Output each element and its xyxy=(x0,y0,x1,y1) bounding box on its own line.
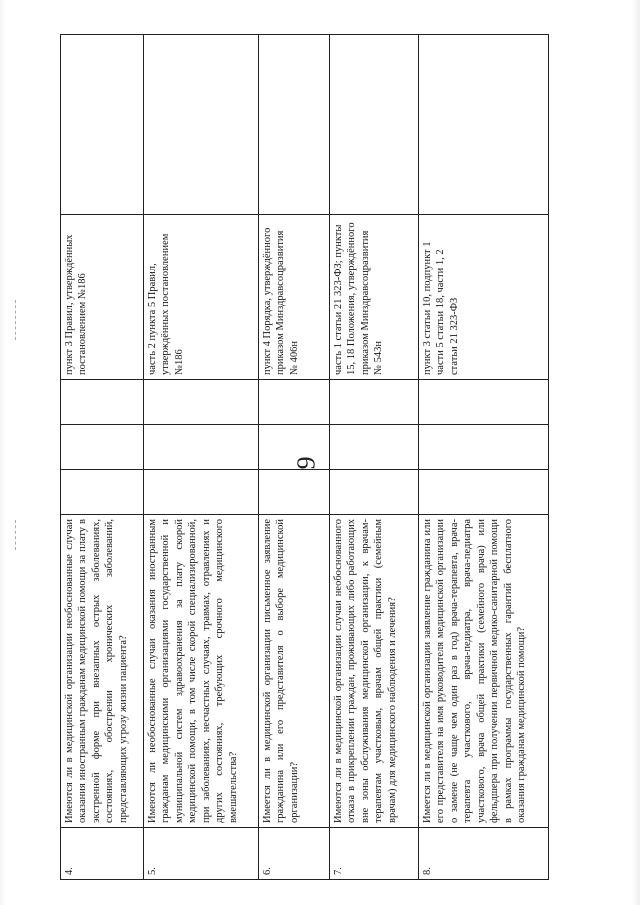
row-number: 8. xyxy=(419,828,549,880)
reference-cell: часть 1 статьи 21 323-ФЗ; пункты 15, 18 Положения, утверждённого приказом Минздравсоцразвития № 543н xyxy=(330,215,419,380)
scan-artifact xyxy=(15,300,17,340)
answer-na-cell xyxy=(259,380,330,425)
answer-na-cell xyxy=(330,380,419,425)
reference-cell: пункт 3 Правил, утверждённых постановлением №186 xyxy=(61,215,144,380)
checklist-table-rotated xyxy=(60,35,615,880)
table-row xyxy=(330,35,419,880)
reference-cell: часть 2 пункта 5 Правил, утверждённых постановлением №186 xyxy=(144,215,259,380)
answer-yes-cell xyxy=(259,470,330,515)
answer-no-cell xyxy=(61,425,144,470)
notes-cell xyxy=(259,35,330,215)
page-number: 9 xyxy=(291,455,321,470)
table-row xyxy=(144,35,259,880)
answer-no-cell xyxy=(330,425,419,470)
reference-cell: пункт 3 статьи 10, подпункт 1 части 5 статьи 18, части 1, 2 статьи 21 323-ФЗ xyxy=(419,215,549,380)
question-cell: Имеется ли в медицинской организации заявление гражданина или его представителя на имя руководителя медицинской организации о замене (не чаще чем один раз в год) врача-терапевта, врача-терапевта участкового, врача-педиатра, врача-педиатра участкового, врача общей практики (семейного врача) или фельдшера при получении первичной медико-санитарной помощи в рамках программы государственных гарантий бесплатного оказания гражданам медицинской помощи? xyxy=(419,515,549,828)
answer-yes-cell xyxy=(330,470,419,515)
row-number: 7. xyxy=(330,828,419,880)
reference-cell: пункт 4 Порядка, утверждённого приказом Минздравсоцразвития № 406н xyxy=(259,215,330,380)
table-row xyxy=(259,35,330,880)
answer-yes-cell xyxy=(144,470,259,515)
question-cell: Имеются ли в медицинской организации необоснованные случаи оказания иностранным гражданам медицинской помощи за плату в экстренной форме при внезапных острых заболеваниях, состояниях, обострении хронических заболеваний, представляющих угрозу жизни пациента? xyxy=(61,515,144,828)
notes-cell xyxy=(61,35,144,215)
notes-cell xyxy=(419,35,549,215)
answer-no-cell xyxy=(259,425,330,470)
answer-na-cell xyxy=(61,380,144,425)
question-cell: Имеется ли в медицинской организации письменное заявление гражданина или его представителя о выборе медицинской организации? xyxy=(259,515,330,828)
answer-na-cell xyxy=(144,380,259,425)
row-number: 5. xyxy=(144,828,259,880)
row-number: 4. xyxy=(61,828,144,880)
table-row xyxy=(61,35,144,880)
answer-yes-cell xyxy=(419,470,549,515)
scan-artifact xyxy=(15,520,17,550)
answer-yes-cell xyxy=(61,470,144,515)
answer-no-cell xyxy=(419,425,549,470)
row-number: 6. xyxy=(259,828,330,880)
answer-no-cell xyxy=(144,425,259,470)
question-cell: Имеются ли в медицинской организации случаи необоснованного отказа в прикреплении граждан, проживающих либо работающих вне зоны обслуживания медицинской организации, к врачам-терапевтам участковым, врачам общей практики (семейным врачам) для медицинского наблюдения и лечения? xyxy=(330,515,419,828)
notes-cell xyxy=(330,35,419,215)
question-cell: Имеются ли необоснованные случаи оказания иностранным гражданам медицинскими организациями государственной и муниципальной систем здравоохранения за плату скорой медицинской помощи, в том числе скорой специализированной, при заболеваниях, несчастных случаях, травмах, отравлениях и других состояниях, требующих срочного медицинского вмешательства? xyxy=(144,515,259,828)
answer-na-cell xyxy=(419,380,549,425)
notes-cell xyxy=(144,35,259,215)
table-row xyxy=(419,35,549,880)
checklist-table xyxy=(60,34,549,880)
